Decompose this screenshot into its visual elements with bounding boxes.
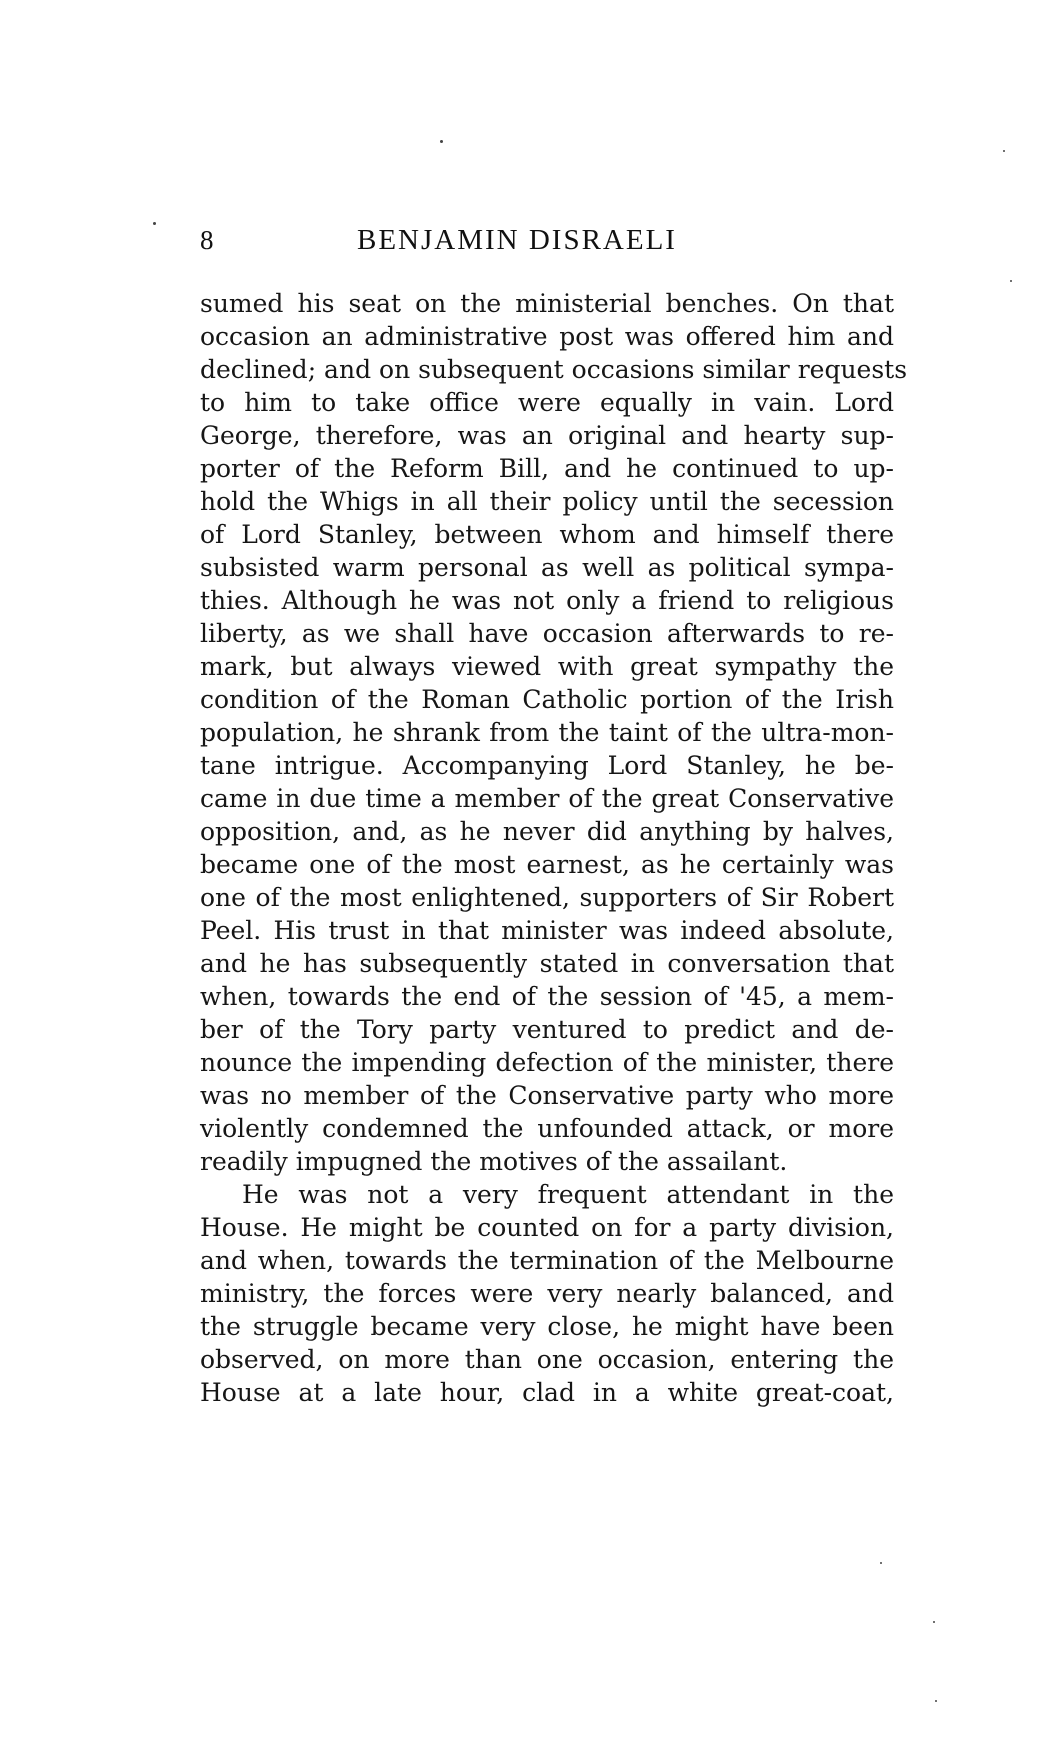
text-line: and he has subsequently stated in conversation that — [200, 949, 894, 978]
page-number: 8 — [200, 225, 214, 255]
scan-speck — [933, 1621, 935, 1623]
text-line: sumed his seat on the ministerial benches. On that — [200, 289, 894, 318]
text-line: population, he shrank from the taint of the ultra-mon- — [200, 718, 894, 747]
scan-speck — [880, 1562, 882, 1564]
text-line: George, therefore, was an original and hearty sup- — [200, 421, 894, 450]
text-line: one of the most enlightened, supporters of Sir Robert — [200, 883, 894, 912]
text-line: ministry, the forces were very nearly balanced, and — [200, 1279, 894, 1308]
text-line: observed, on more than one occasion, entering the — [200, 1345, 894, 1374]
text-line: when, towards the end of the session of '45, a mem- — [200, 982, 894, 1011]
text-line: porter of the Reform Bill, and he continued to up- — [200, 454, 894, 483]
paragraph-2 — [200, 1178, 894, 1409]
text-line: tane intrigue. Accompanying Lord Stanley, he be- — [200, 751, 894, 780]
text-line: to him to take office were equally in vain. Lord — [200, 388, 894, 417]
scan-speck — [153, 222, 156, 225]
text-line: was no member of the Conservative party who more — [200, 1081, 894, 1110]
text-line: declined; and on subsequent occasions similar requests — [200, 355, 908, 384]
text-line: of Lord Stanley, between whom and himself there — [200, 520, 894, 549]
text-line: House at a late hour, clad in a white great-coat, — [200, 1378, 894, 1407]
text-line: became one of the most earnest, as he certainly was — [200, 850, 894, 879]
text-line: occasion an administrative post was offered him and — [200, 322, 894, 351]
text-line: came in due time a member of the great Conservative — [200, 784, 894, 813]
text-line: subsisted warm personal as well as political sympa- — [200, 553, 894, 582]
scan-speck — [935, 1700, 937, 1702]
text-line: and when, towards the termination of the Melbourne — [200, 1246, 894, 1275]
paragraph-1 — [200, 287, 908, 1178]
text-line: readily impugned the motives of the assailant. — [200, 1147, 788, 1176]
text-line: the struggle became very close, he might have been — [200, 1312, 894, 1341]
text-line: condition of the Roman Catholic portion of the Irish — [200, 685, 894, 714]
text-body — [200, 287, 908, 1409]
text-line: opposition, and, as he never did anything by halves, — [200, 817, 894, 846]
page-header — [200, 222, 894, 262]
text-line: thies. Although he was not only a friend to religious — [200, 586, 894, 615]
text-line: ber of the Tory party ventured to predict and de- — [200, 1015, 894, 1044]
text-line: Peel. His trust in that minister was indeed absolute, — [200, 916, 894, 945]
text-line: nounce the impending defection of the minister, there — [200, 1048, 894, 1077]
text-line: He was not a very frequent attendant in the — [242, 1180, 894, 1209]
text-line: House. He might be counted on for a party division, — [200, 1213, 894, 1242]
text-line: hold the Whigs in all their policy until the secession — [200, 487, 894, 516]
scan-speck — [1010, 280, 1012, 282]
text-line: mark, but always viewed with great sympathy the — [200, 652, 894, 681]
scan-speck — [1003, 150, 1005, 152]
scan-speck — [440, 140, 443, 143]
running-head: BENJAMIN DISRAELI — [357, 224, 677, 256]
text-line: liberty, as we shall have occasion afterwards to re- — [200, 619, 894, 648]
text-line: violently condemned the unfounded attack, or more — [200, 1114, 894, 1143]
